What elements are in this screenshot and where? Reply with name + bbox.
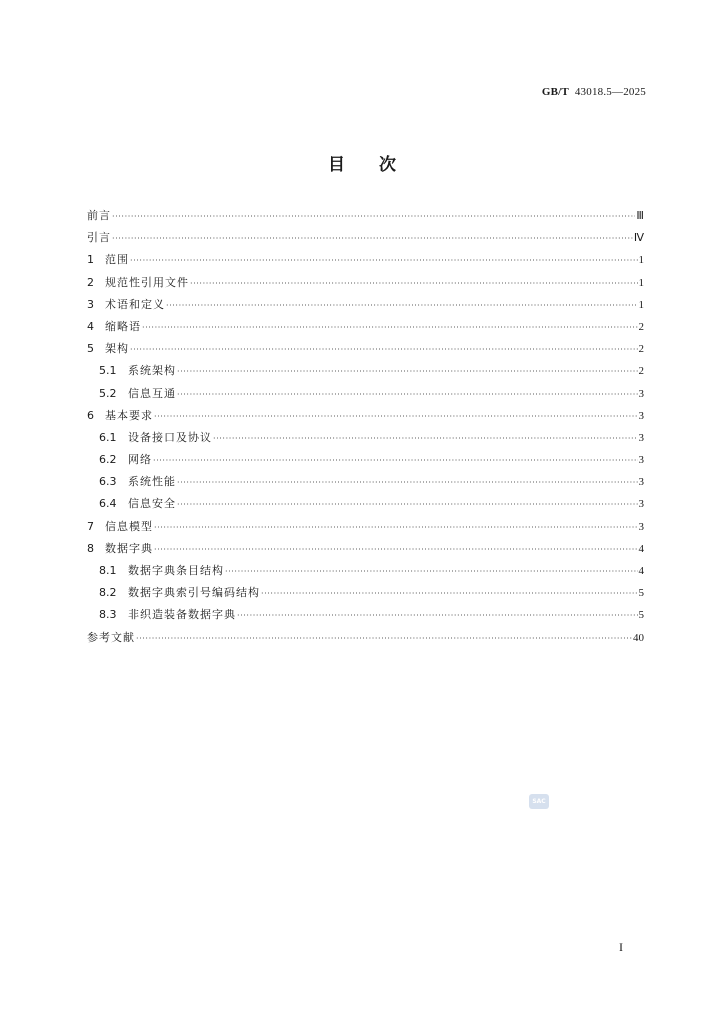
toc-entry-page: 2 — [638, 343, 644, 356]
toc-entry-number: 6.1 — [99, 430, 117, 444]
toc-entry[interactable] — [87, 294, 644, 316]
toc-leader-dots — [261, 583, 638, 605]
toc-entry-page: 1 — [638, 298, 644, 311]
toc-leader-dots — [177, 472, 638, 494]
toc-entry-number: 3 — [87, 297, 94, 311]
toc-entry-label: 数据字典 — [105, 541, 153, 555]
toc-entry-page: 5 — [638, 609, 644, 622]
toc-entry-label: 术语和定义 — [105, 297, 165, 311]
toc-entry-label: 设备接口及协议 — [128, 430, 212, 444]
toc-leader-dots — [166, 295, 638, 317]
toc-entry-number: 8.1 — [99, 564, 117, 577]
watermark-text: SAC — [532, 798, 546, 805]
toc-entry-label: 前言 — [87, 209, 111, 222]
toc-entry-page: 3 — [638, 520, 644, 533]
toc-leader-dots — [130, 250, 638, 272]
toc-leader-dots — [136, 628, 632, 650]
toc-entry-number: 8 — [87, 541, 94, 555]
toc-entry[interactable] — [87, 316, 644, 338]
toc-entry-number: 6.3 — [99, 475, 117, 489]
toc-leader-dots — [213, 428, 638, 450]
toc-entry-number: 4 — [87, 319, 94, 333]
toc-entry-number: 7 — [87, 519, 94, 533]
toc-entry-label: 范围 — [105, 253, 129, 267]
toc-entry[interactable] — [87, 516, 644, 538]
standard-prefix: GB/T — [541, 86, 569, 98]
toc-entry-page: 2 — [638, 320, 644, 333]
toc-entry-page: 3 — [638, 454, 644, 467]
toc-entry[interactable] — [87, 627, 644, 649]
toc-leader-dots — [177, 384, 638, 406]
toc-entry-page: 1 — [638, 254, 644, 267]
toc-entry[interactable] — [87, 427, 644, 449]
toc-entry-number: 6.4 — [99, 497, 117, 511]
toc-leader-dots — [130, 339, 638, 361]
watermark-logo — [529, 794, 549, 809]
toc-entry-label: 缩略语 — [105, 319, 141, 333]
toc-entry-label: 信息安全 — [128, 497, 176, 511]
toc-leader-dots — [154, 517, 638, 539]
toc-entry[interactable] — [87, 582, 644, 604]
toc-entry-label: 参考文献 — [87, 630, 135, 644]
toc-entry-page: 4 — [638, 565, 644, 577]
toc-entry[interactable] — [87, 538, 644, 560]
toc-entry-label: 信息模型 — [105, 519, 153, 533]
toc-leader-dots — [153, 450, 638, 472]
toc-entry-label: 系统性能 — [128, 475, 176, 489]
toc-entry-label: 规范性引用文件 — [105, 275, 189, 289]
toc-entry-label: 架构 — [105, 342, 129, 356]
toc-entry-page: 40 — [633, 631, 644, 644]
toc-entry-number: 2 — [87, 275, 94, 289]
toc-entry[interactable] — [87, 249, 644, 271]
toc-entry-label: 基本要求 — [105, 408, 153, 422]
toc-leader-dots — [112, 228, 633, 250]
toc-title: 目次 — [328, 155, 430, 175]
toc-entry-label: 系统架构 — [128, 364, 176, 378]
toc-entry-page: 5 — [638, 587, 644, 600]
toc-entry[interactable] — [87, 560, 644, 582]
standard-code — [542, 86, 646, 98]
toc-entry-label: 引言 — [87, 231, 111, 245]
toc-entry[interactable] — [87, 383, 644, 405]
toc-entry-number: 1 — [87, 253, 94, 267]
toc-entry-page: Ⅳ — [633, 232, 644, 245]
toc-entry[interactable] — [87, 272, 644, 294]
toc-entry[interactable] — [87, 405, 644, 427]
toc-entry-label: 信息互通 — [128, 386, 176, 400]
toc-entry-label: 数据字典条目结构 — [128, 564, 224, 577]
toc-entry-number: 8.3 — [99, 608, 117, 622]
toc-leader-dots — [154, 406, 638, 428]
toc-entry[interactable] — [87, 604, 644, 626]
toc-entry[interactable] — [87, 205, 644, 227]
toc-leader-dots — [190, 273, 638, 295]
toc-entry-page: 4 — [638, 542, 644, 555]
toc-entry-page: 3 — [638, 431, 644, 444]
toc-leader-dots — [142, 317, 638, 339]
toc-entry[interactable] — [87, 360, 644, 382]
toc-entry-number: 5.1 — [99, 364, 117, 378]
toc-entry[interactable] — [87, 449, 644, 471]
toc-entry-page: 3 — [638, 387, 644, 400]
table-of-contents — [87, 205, 644, 649]
toc-leader-dots — [237, 605, 638, 627]
toc-entry-label: 非织造装备数据字典 — [128, 608, 236, 622]
toc-leader-dots — [225, 561, 638, 583]
toc-entry-page: Ⅲ — [636, 210, 644, 222]
toc-entry-number: 6 — [87, 408, 94, 422]
standard-number: 43018.5—2025 — [574, 86, 646, 98]
toc-leader-dots — [112, 206, 635, 228]
toc-entry-number: 8.2 — [99, 586, 117, 600]
toc-entry[interactable] — [87, 493, 644, 515]
page-number: I — [619, 940, 623, 954]
toc-leader-dots — [177, 361, 638, 383]
toc-leader-dots — [177, 494, 638, 516]
toc-entry-page: 1 — [638, 276, 644, 289]
toc-entry-page: 2 — [638, 365, 644, 378]
toc-entry-page: 3 — [638, 498, 644, 511]
toc-entry-number: 5.2 — [99, 386, 117, 400]
toc-entry-page: 3 — [638, 409, 644, 422]
toc-entry-number: 6.2 — [99, 453, 117, 467]
toc-entry[interactable] — [87, 471, 644, 493]
toc-leader-dots — [154, 539, 638, 561]
toc-entry[interactable] — [87, 338, 644, 360]
toc-entry-page: 3 — [638, 476, 644, 489]
toc-entry-label: 数据字典索引号编码结构 — [128, 586, 260, 600]
toc-entry-number: 5 — [87, 342, 94, 356]
toc-entry-label: 网络 — [128, 453, 152, 467]
toc-entry[interactable] — [87, 227, 644, 249]
